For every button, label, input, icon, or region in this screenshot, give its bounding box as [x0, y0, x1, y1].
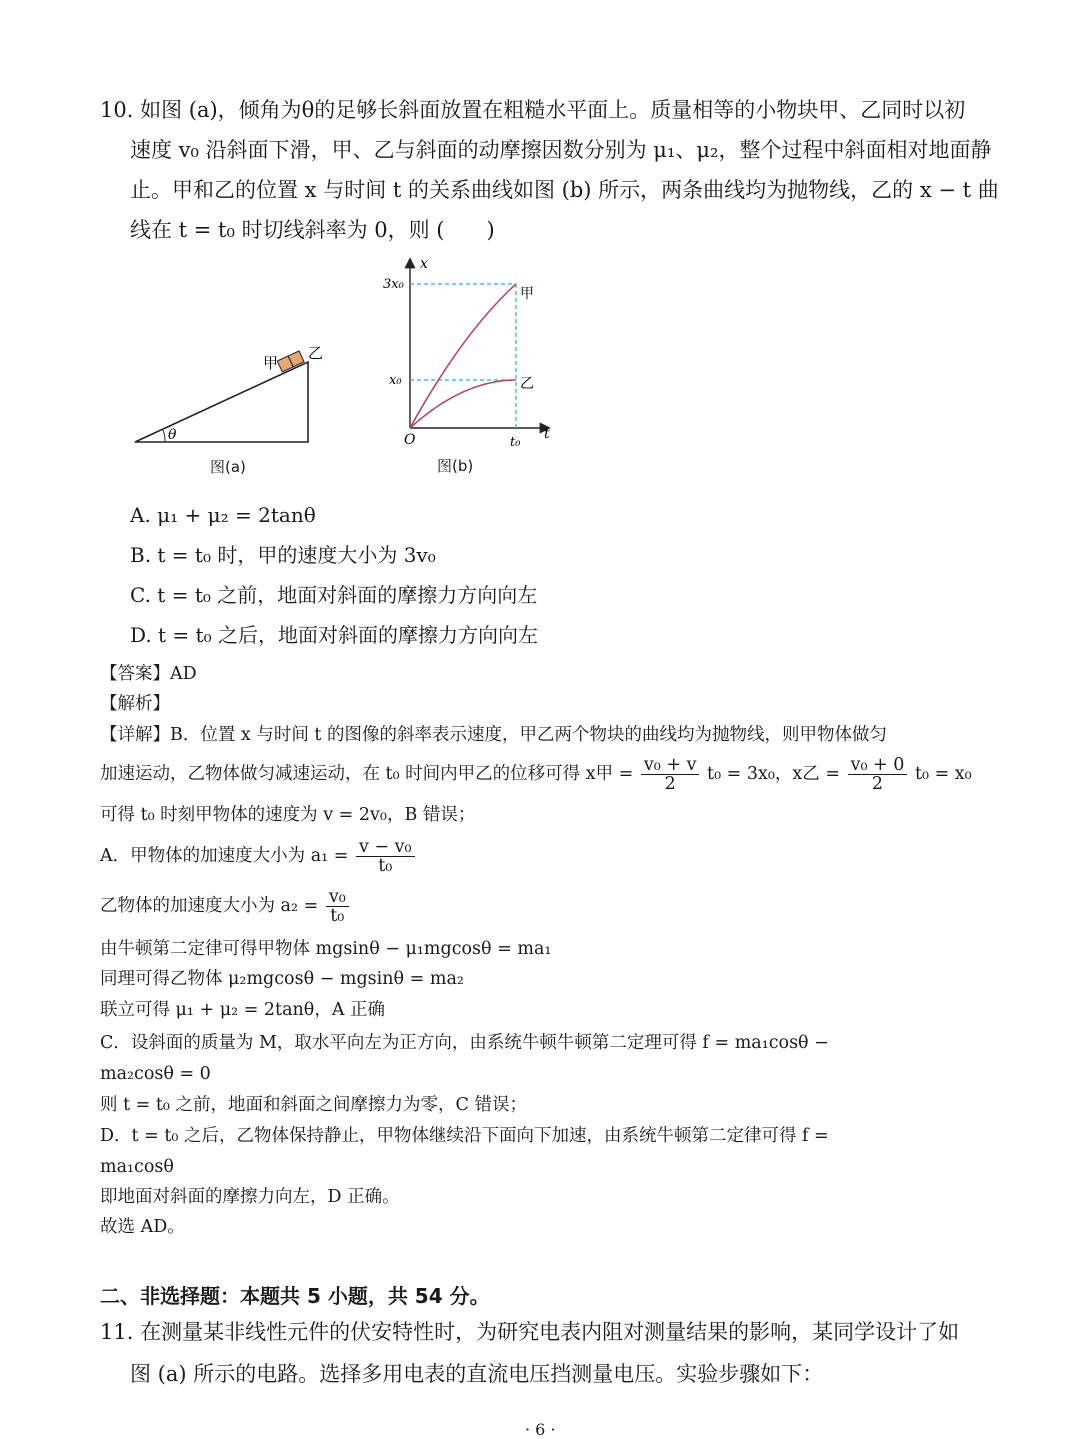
figure-a-incline: [125, 330, 325, 450]
detail-line-1: 【详解】B．位置 x 与时间 t 的图像的斜率表示速度，甲乙两个物块的曲线均为抛物线，则甲物体做匀: [100, 725, 888, 745]
fraction-x-yi: [848, 756, 908, 793]
fraction-x-jia: [641, 756, 700, 793]
tick-x0: x₀: [389, 373, 402, 388]
frac2-den: 2: [871, 774, 884, 794]
detail-line-7: 同理可得乙物体 μ₂mgcosθ − mgsinθ = ma₂: [100, 969, 464, 989]
section-2-title: 二、非选择题：本题共 5 小题，共 54 分。: [100, 1284, 490, 1308]
curve-yi-label: 乙: [520, 376, 534, 392]
detail-line-5: [100, 888, 351, 925]
detail-line-4: [100, 838, 417, 875]
detail-line-8: 联立可得 μ₁ + μ₂ = 2tanθ，A 正确: [100, 1000, 386, 1020]
curve-jia-label: 甲: [520, 286, 534, 302]
detail-line-12: D．t = t₀ 之后，乙物体保持静止，甲物体继续沿下面向下加速，由系统牛顿第二定律可得 f =: [100, 1126, 829, 1146]
answer-line: 【答案】AD: [100, 664, 197, 684]
tick-3x0: 3x₀: [383, 277, 404, 292]
curve-jia: [410, 284, 516, 428]
option-c: C. t = t₀ 之前，地面对斜面的摩擦力方向向左: [130, 583, 538, 607]
q11-line-1: 11. 在测量某非线性元件的伏安特性时，为研究电表内阻对测量结果的影响，某同学设计了如: [100, 1320, 960, 1344]
detail-line-2: [100, 756, 972, 793]
figure-a-caption: 图(a): [210, 458, 246, 476]
option-a: A. μ₁ + μ₂ = 2tanθ: [130, 503, 316, 527]
option-b: B. t = t₀ 时，甲的速度大小为 3v₀: [130, 543, 436, 567]
q10-line-2: 速度 v₀ 沿斜面下滑，甲、乙与斜面的动摩擦因数分别为 μ₁、μ₂，整个过程中斜面相对地面静: [130, 138, 992, 162]
tick-t0: t₀: [510, 435, 521, 450]
frac1-den: 2: [664, 774, 676, 794]
option-d: D. t = t₀ 之后，地面对斜面的摩擦力方向向左: [130, 623, 538, 647]
detail-line-6: 由牛顿第二定律可得甲物体 mgsinθ − μ₁mgcosθ = ma₁: [100, 939, 552, 959]
frac2-num: v₀ + 0: [848, 756, 908, 775]
frac1-num: v₀ + v: [641, 756, 700, 775]
detail-2-text-a: 加速运动，乙物体做匀减速运动，在 t₀ 时间内甲乙的位移可得 x甲 =: [100, 764, 639, 784]
detail-line-14: 即地面对斜面的摩擦力向左，D 正确。: [100, 1187, 400, 1207]
detail-line-10: ma₂cosθ = 0: [100, 1064, 211, 1084]
q10-line-1: 10. 如图 (a)，倾角为θ的足够长斜面放置在粗糙水平面上。质量相等的小物块甲、乙同时以初: [100, 98, 966, 122]
q10-line-3: 止。甲和乙的位置 x 与时间 t 的关系曲线如图 (b) 所示，两条曲线均为抛物线，乙的 x − t 曲: [130, 178, 999, 202]
detail-line-3: 可得 t₀ 时刻甲物体的速度为 v = 2v₀，B 错误；: [100, 805, 476, 825]
detail-2-text-c: t₀ = x₀: [909, 764, 972, 784]
q11-line-2: 图 (a) 所示的电路。选择多用电表的直流电压挡测量电压。实验步骤如下：: [130, 1362, 824, 1386]
detail-line-11: 则 t = t₀ 之前，地面和斜面之间摩擦力为零，C 错误；: [100, 1095, 527, 1115]
figure-b-caption: 图(b): [437, 457, 474, 475]
detail-line-15: 故选 AD。: [100, 1217, 185, 1237]
angle-label: θ: [168, 427, 177, 443]
label-jia: 甲: [263, 354, 279, 372]
frac-a1-den: t₀: [378, 856, 393, 876]
y-axis-label: x: [420, 256, 428, 272]
fraction-a1: [356, 838, 415, 875]
angle-arc: [163, 430, 165, 442]
analysis-title: 【解析】: [100, 694, 170, 714]
q10-line-4: 线在 t = t₀ 时切线斜率为 0，则 ( ): [130, 218, 495, 242]
incline-triangle: [135, 362, 308, 442]
blocks: [277, 351, 304, 372]
detail-5-text: 乙物体的加速度大小为 a₂ =: [100, 896, 324, 916]
x-axis-label: t: [544, 426, 550, 442]
curve-yi: [410, 380, 516, 428]
frac-a1-num: v − v₀: [356, 838, 415, 857]
detail-line-13: ma₁cosθ: [100, 1157, 174, 1177]
detail-2-text-b: t₀ = 3x₀，x乙 =: [701, 764, 846, 784]
fraction-a2: [326, 888, 349, 925]
detail-4-text: A．甲物体的加速度大小为 a₁ =: [100, 846, 354, 866]
frac-a2-num: v₀: [326, 888, 349, 907]
figure-b-xt-graph: [380, 252, 560, 452]
frac-a2-den: t₀: [330, 906, 345, 926]
origin-label: O: [404, 432, 416, 448]
detail-line-9: C．设斜面的质量为 M，取水平向左为正方向，由系统牛顿牛顿第二定理可得 f = ma₁cosθ −: [100, 1033, 829, 1053]
label-yi: 乙: [308, 344, 324, 362]
page-number: · 6 ·: [525, 1420, 556, 1439]
